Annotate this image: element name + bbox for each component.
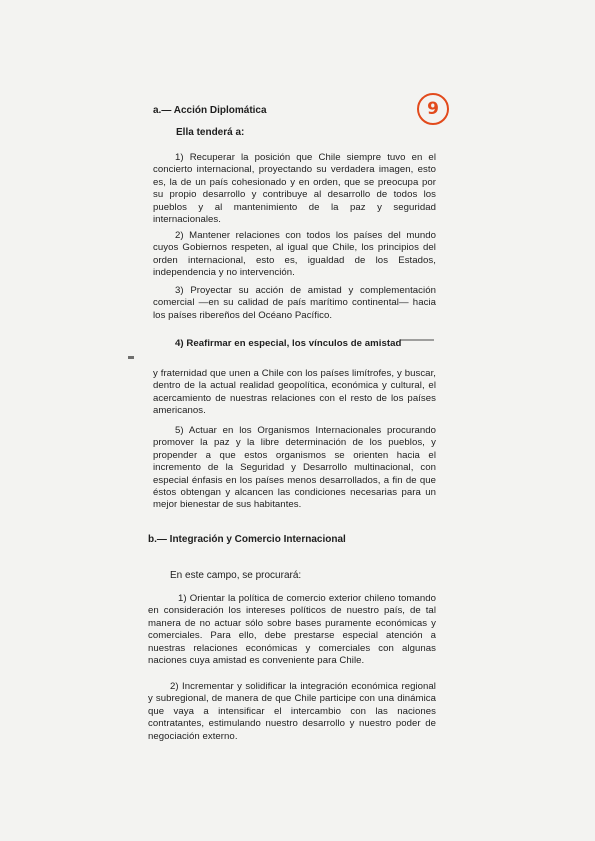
section-a-item-5: 5) Actuar en los Organismos Internacionales procurando promover la paz y la libre determinación de los pueblos, y propender a que estos organismos se orienten hacia el incremento de la Seguridad y Desarrollo multinacional, con especial énfasis en los países menos desarrollados, a fin de que éstos obtengan y alcancen las condiciones necesarias para un mejor bienestar de sus habitantes. [153,425,436,511]
section-a-heading: a.— Acción Diplomática [153,105,267,116]
page-number-stamp: 9 [417,93,449,125]
section-a-item-4: 4) Reafirmar en especial, los vínculos de amistad [175,338,402,349]
section-b-heading: b.— Integración y Comercio Internacional [148,534,346,545]
section-a-item-4-continued: y fraternidad que unen a Chile con los países limítrofes, y buscar, dentro de la actual realidad geopolítica, económica y cultural, el acercamiento de nuestras relaciones con el resto de los países americanos. [153,368,436,417]
section-a-item-2: 2) Mantener relaciones con todos los países del mundo cuyos Gobiernos respeten, al igual que Chile, los principios del orden internacional, esto es, igualdad de los Estados, independencia y no intervención. [153,230,436,279]
section-b-item-1: 1) Orientar la política de comercio exterior chileno tomando en consideración los intereses políticos de nuestro país, de tal manera de no actuar sólo sobre bases puramente económicas y comerciales. Para ello, debe prestarse especial atención a nuestras relaciones económicas y comerciales con algunas naciones cuya amistad es conveniente para Chile. [148,593,436,667]
scan-smudge [400,339,434,341]
section-a-item-3: 3) Proyectar su acción de amistad y complementación comercial —en su calidad de país marítimo continental— hacia los países ribereños del Océano Pacífico. [153,285,436,321]
section-a-item-1: 1) Recuperar la posición que Chile siempre tuvo en el concierto internacional, proyectando su verdadera imagen, esto es, la de un país cohesionado y en orden, que se preocupa por su propio desarrollo y contribuye al desarrollo de todos los pueblos y al mantenimiento de la paz y seguridad internacionales. [153,152,436,226]
section-b-intro: En este campo, se procurará: [170,570,302,581]
section-b-item-2: 2) Incrementar y solidificar la integración económica regional y subregional, de manera de que Chile participe con una dinámica que vaya a intensificar el intercambio con las naciones contratantes, estimulando nuestro desarrollo y nuestro poder de negociación externo. [148,681,436,742]
scan-smudge [128,356,134,359]
section-a-intro: Ella tenderá a: [176,127,245,138]
